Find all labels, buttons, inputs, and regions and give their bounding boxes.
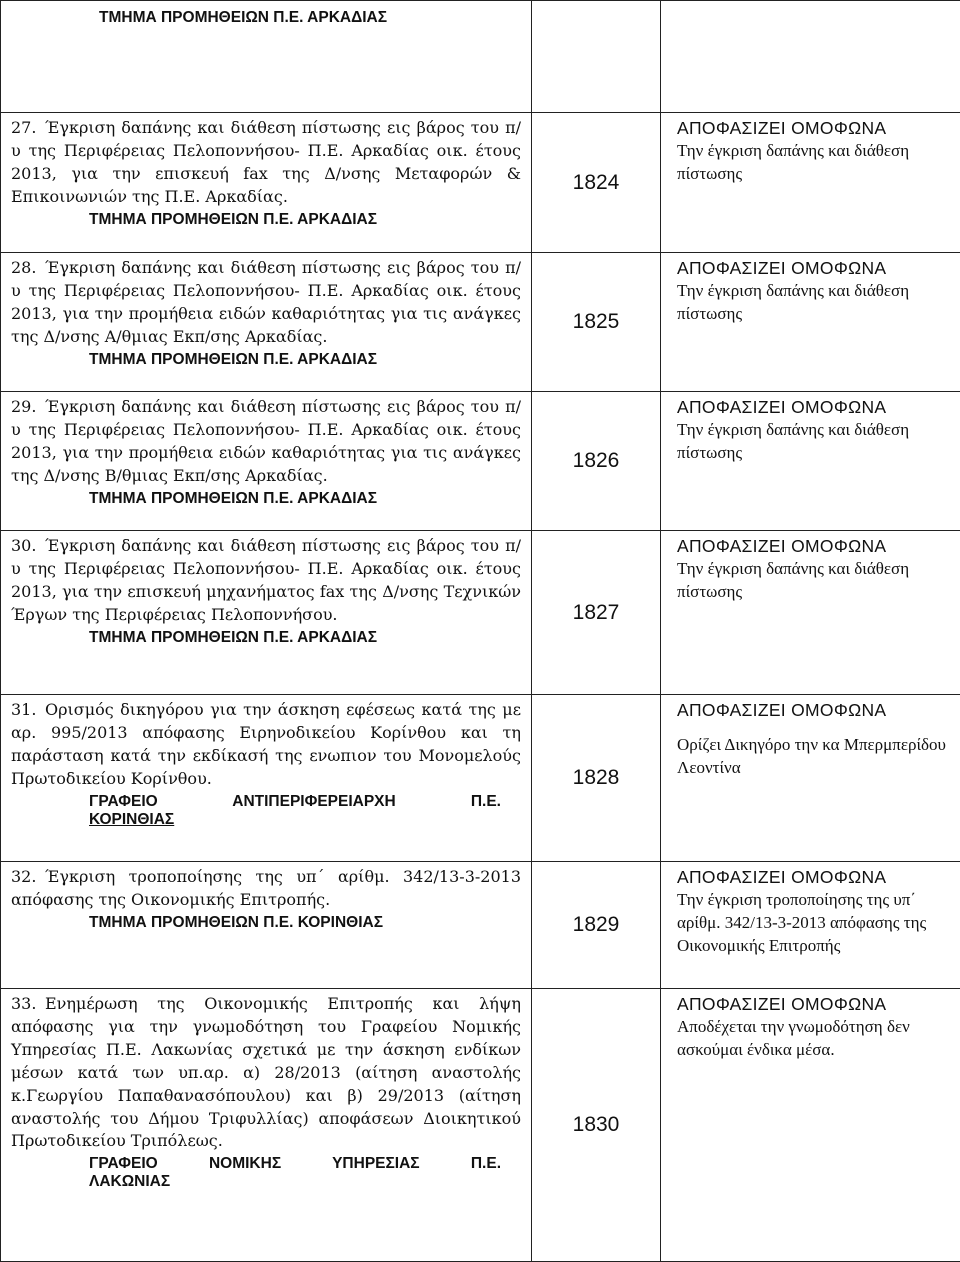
agenda-row (1, 695, 960, 862)
department-label-cont: ΚΟΡΙΝΘΙΑΣ (89, 810, 175, 828)
decision-text: Την έγκριση δαπάνης και διάθεση πίστωσης (677, 140, 910, 183)
subject-cell (1, 862, 532, 989)
decision-heading: ΑΠΟΦΑΣΙΖΕΙ ΟΜΟΦΩΝΑ (677, 397, 887, 417)
decision-heading: ΑΠΟΦΑΣΙΖΕΙ ΟΜΟΦΩΝΑ (677, 118, 887, 138)
decision-cell (661, 531, 960, 695)
department-label: ΤΜΗΜΑ ΠΡΟΜΗΘΕΙΩΝ Π.Ε. ΑΡΚΑΔΙΑΣ (99, 9, 388, 26)
decision-heading: ΑΠΟΦΑΣΙΖΕΙ ΟΜΟΦΩΝΑ (677, 994, 887, 1014)
subject-cell (1, 392, 532, 531)
decision-cell (661, 253, 960, 392)
decision-text: Την έγκριση δαπάνης και διάθεση πίστωσης (677, 419, 910, 462)
agenda-row (1, 253, 960, 392)
subject-cell (1, 531, 532, 695)
item-text: Έγκριση δαπάνης και διάθεση πίστωσης εις βάρος του π/υ της Περιφέρειας Πελοποννήσου- Π.Ε. Αρκαδίας οικ. έτους 2013, για την προμήθεια ειδών καθαριότητας για τις ανάγκες της Δ/νσης Α/θμιας Εκπ/σης Αρκαδίας. (11, 258, 521, 346)
item-number: 28. (11, 258, 37, 277)
decision-heading: ΑΠΟΦΑΣΙΖΕΙ ΟΜΟΦΩΝΑ (677, 700, 887, 720)
decision-number: 1824 (532, 113, 661, 253)
subject-cell (1, 113, 532, 253)
decision-number: 1826 (532, 392, 661, 531)
item-text: Έγκριση δαπάνης και διάθεση πίστωσης εις βάρος του π/υ της Περιφέρειας Πελοποννήσου- Π.Ε. Αρκαδίας οικ. έτους 2013, για την επισκευή μηχανήματος fax της Δ/νσης Τεχνικών Έργων της Περιφέρειας Πελοποννήσου. (11, 536, 521, 624)
department-label: ΤΜΗΜΑ ΠΡΟΜΗΘΕΙΩΝ Π.Ε. ΚΟΡΙΝΘΙΑΣ (89, 913, 383, 931)
agenda-row (1, 862, 960, 989)
decision-cell (661, 392, 960, 531)
decision-heading: ΑΠΟΦΑΣΙΖΕΙ ΟΜΟΦΩΝΑ (677, 536, 887, 556)
department-label: ΓΡΑΦΕΙΟ ΑΝΤΙΠΕΡΙΦΕΡΕΙΑΡΧΗ Π.Ε. (89, 792, 501, 810)
department-label: ΤΜΗΜΑ ΠΡΟΜΗΘΕΙΩΝ Π.Ε. ΑΡΚΑΔΙΑΣ (89, 628, 378, 646)
continued-row (1, 1, 960, 113)
item-number: 32. (11, 867, 37, 886)
item-text: Ενημέρωση της Οικονομικής Επιτροπής και λήψη απόφασης για την γνωμοδότηση του Γραφείου Νομικής Υπηρεσίας Π.Ε. Λακωνίας σχετικά με την άσκηση ενδίκων μέσων κατά των υπ.αρ. α) 28/2013 (αίτηση αναστολής κ.Γεωργίου Παπαθανασόπουλου) και β) 29/2013 (αίτηση αναστολής του Δήμου Τριφυλλίας) αποφάσεων Διοικητικού Πρωτοδικείου Τριπόλεως. (11, 994, 521, 1151)
decision-heading: ΑΠΟΦΑΣΙΖΕΙ ΟΜΟΦΩΝΑ (677, 258, 887, 278)
decision-number: 1828 (532, 695, 661, 862)
decision-text: Την έγκριση τροποποίησης της υπ΄ αρίθμ. 342/13-3-2013 απόφασης της Οικονομικής Επιτροπής (677, 889, 927, 955)
continued-decision-cell (661, 1, 960, 113)
subject-cell (1, 695, 532, 862)
item-number: 29. (11, 397, 37, 416)
department-label: ΤΜΗΜΑ ΠΡΟΜΗΘΕΙΩΝ Π.Ε. ΑΡΚΑΔΙΑΣ (89, 210, 378, 228)
decision-heading: ΑΠΟΦΑΣΙΖΕΙ ΟΜΟΦΩΝΑ (677, 867, 887, 887)
department-label: ΤΜΗΜΑ ΠΡΟΜΗΘΕΙΩΝ Π.Ε. ΑΡΚΑΔΙΑΣ (89, 489, 378, 507)
decision-text: Την έγκριση δαπάνης και διάθεση πίστωσης (677, 558, 910, 601)
decision-cell (661, 113, 960, 253)
decision-text: Ορίζει Δικηγόρο την κα Μπερμπερίδου Λεοντίνα (677, 734, 946, 777)
decision-text: Αποδέχεται την γνωμοδότηση δεν ασκούμαι ένδικα μέσα. (677, 1016, 910, 1059)
item-text: Ορισμός δικηγόρου για την άσκηση εφέσεως κατά της με αρ. 995/2013 απόφασης Ειρηνοδικείου Κορίνθου και τη παράσταση κατά την εκδίκασή της ενωπιον του Μονομελούς Πρωτοδικείου Κορίνθου. (11, 700, 521, 788)
decision-number: 1829 (532, 862, 661, 989)
department-label: ΤΜΗΜΑ ΠΡΟΜΗΘΕΙΩΝ Π.Ε. ΑΡΚΑΔΙΑΣ (89, 350, 378, 368)
decision-cell (661, 989, 960, 1262)
agenda-row (1, 531, 960, 695)
item-number: 33. (11, 994, 37, 1013)
item-number: 27. (11, 118, 37, 137)
agenda-row (1, 989, 960, 1262)
department-label: ΓΡΑΦΕΙΟ ΝΟΜΙΚΗΣ ΥΠΗΡΕΣΙΑΣ Π.Ε. (89, 1155, 501, 1173)
subject-cell (1, 253, 532, 392)
agenda-row (1, 113, 960, 253)
continued-number-cell (532, 1, 661, 113)
department-label-cont: ΛΑΚΩΝΙΑΣ (89, 1173, 171, 1191)
item-text: Έγκριση δαπάνης και διάθεση πίστωσης εις βάρος του π/υ της Περιφέρειας Πελοποννήσου- Π.Ε. Αρκαδίας οικ. έτους 2013, για την προμήθεια ειδών καθαριότητας για τις ανάγκες της Δ/νσης Β/θμιας Εκπ/σης Αρκαδίας. (11, 397, 521, 485)
decision-number: 1827 (532, 531, 661, 695)
decision-text: Την έγκριση δαπάνης και διάθεση πίστωσης (677, 280, 910, 323)
item-text: Έγκριση τροποποίησης της υπ΄ αρίθμ. 342/13-3-2013 απόφασης της Οικονομικής Επιτροπής. (11, 867, 521, 909)
item-number: 31. (11, 700, 37, 719)
subject-cell (1, 989, 532, 1262)
agenda-row (1, 392, 960, 531)
decision-number: 1830 (532, 989, 661, 1262)
continued-subject-cell (1, 1, 532, 113)
decision-cell (661, 862, 960, 989)
decision-cell (661, 695, 960, 862)
item-text: Έγκριση δαπάνης και διάθεση πίστωσης εις βάρος του π/υ της Περιφέρειας Πελοποννήσου- Π.Ε. Αρκαδίας οικ. έτους 2013, για την επισκευή fax της Δ/νσης Μεταφορών & Επικοινωνιών της Π.Ε. Αρκαδίας. (11, 118, 521, 206)
item-number: 30. (11, 536, 37, 555)
decision-number: 1825 (532, 253, 661, 392)
